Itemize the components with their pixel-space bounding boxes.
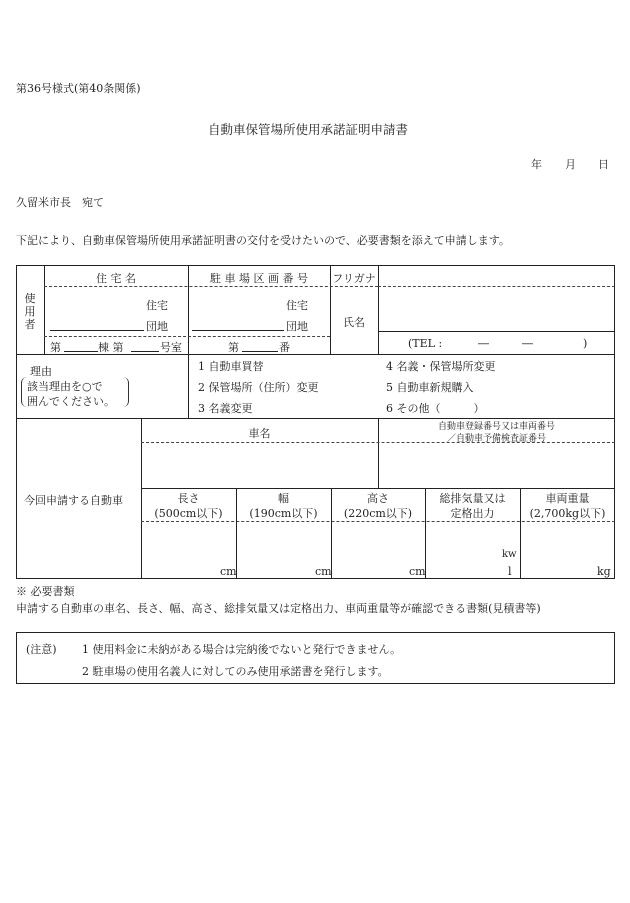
displacement-sub: 定格出力 <box>450 507 495 520</box>
furigana-label: フリガナ <box>332 272 376 285</box>
weight-unit: kg <box>597 565 611 578</box>
jutaku-name-header: 住 宅 名 <box>96 272 136 285</box>
reason-option-2[interactable]: 2 保管場所（住所）変更 <box>198 381 319 394</box>
width-input[interactable] <box>238 523 330 563</box>
intro-text: 下記により、自動車保管場所使用承諾証明書の交付を受けたいので、必要書類を添えて申請します。 <box>16 234 510 247</box>
tel-label: (TEL : <box>408 337 443 350</box>
car-name-label: 車名 <box>248 427 271 440</box>
vehicle-section-label: 今回申請する自動車 <box>24 494 123 507</box>
reason-option-5[interactable]: 5 自動車新規購入 <box>386 381 474 394</box>
parking-jutaku-suffix: 住宅 <box>286 299 308 312</box>
required-docs-heading: ※ 必要書類 <box>16 585 75 598</box>
weight-input[interactable] <box>522 523 614 563</box>
height-unit: cm <box>409 565 426 578</box>
length-limit: (500cm以下) <box>154 507 223 520</box>
width-unit: cm <box>315 565 332 578</box>
weight-header: 車両重量 <box>545 492 590 505</box>
note-item-1: 1 使用料金に未納がある場合は完納後でないと発行できません。 <box>82 643 402 656</box>
danchi-suffix: 団地 <box>146 320 168 333</box>
parking-number-header: 駐 車 場 区 画 番 号 <box>210 272 308 285</box>
parking-number-blank[interactable] <box>242 351 278 352</box>
displacement-unit-l: l <box>508 565 512 578</box>
displacement-input[interactable] <box>427 523 519 547</box>
height-input[interactable] <box>333 523 424 563</box>
reason-option-3[interactable]: 3 名義変更 <box>198 402 253 415</box>
form-number: 第36号様式(第40条関係) <box>16 82 141 95</box>
parking-dai-label: 第 <box>228 341 239 354</box>
tel-close: ) <box>583 337 588 350</box>
note-item-2: 2 駐車場の使用名義人に対してのみ使用承諾書を発行します。 <box>82 665 389 678</box>
displacement-unit-kw: kw <box>502 549 517 560</box>
reason-label: 理由 <box>30 365 52 378</box>
goushitsu-label: 号室 <box>160 341 182 354</box>
car-name-field[interactable] <box>143 444 377 487</box>
date-month-label: 月 <box>565 158 576 171</box>
page-title: 自動車保管場所使用承諾証明申請書 <box>208 122 409 137</box>
notes-label: (注意) <box>26 643 57 656</box>
reg-number-label-2: ／自動車予備検査証番号 <box>446 434 546 444</box>
weight-limit: (2,700kg以下) <box>529 507 606 520</box>
tel-separator-1: ― <box>478 337 489 350</box>
reg-number-field[interactable] <box>380 444 614 487</box>
name-field[interactable] <box>380 288 614 330</box>
width-header: 幅 <box>278 492 289 505</box>
date-year-label: 年 <box>531 158 542 171</box>
danchi-blank[interactable] <box>50 330 144 331</box>
width-limit: (190cm以下) <box>249 507 318 520</box>
user-section-label: 使 用 者 <box>24 292 36 331</box>
length-header: 長さ <box>177 492 200 505</box>
height-limit: (220cm以下) <box>343 507 413 520</box>
reason-instruction-2: 囲んでください。 <box>27 395 115 408</box>
required-docs-text: 申請する自動車の車名、長さ、幅、高さ、総排気量又は定格出力、車両重量等が確認できる書類(見積書等) <box>16 602 541 615</box>
reason-option-4[interactable]: 4 名義・保管場所変更 <box>386 360 496 373</box>
reason-instruction-1: 該当理由を○で <box>27 380 103 393</box>
reg-number-label-1: 自動車登録番号又は車両番号 <box>437 422 555 432</box>
tel-separator-2: ― <box>522 337 533 350</box>
height-header: 高さ <box>367 492 389 505</box>
length-unit: cm <box>220 565 237 578</box>
jutaku-suffix: 住宅 <box>146 299 168 312</box>
building-blank[interactable] <box>64 351 98 352</box>
parking-danchi-blank[interactable] <box>192 330 284 331</box>
dai-label: 第 <box>50 341 61 354</box>
length-input[interactable] <box>143 523 235 563</box>
reason-option-1[interactable]: 1 自動車買替 <box>198 360 264 373</box>
date-day-label: 日 <box>598 158 609 171</box>
parking-danchi-suffix: 団地 <box>286 320 308 333</box>
displacement-header: 総排気量又は <box>439 492 506 505</box>
reason-option-6[interactable]: 6 その他（ ） <box>386 402 485 415</box>
mune-label: 棟 第 <box>98 341 124 354</box>
room-blank[interactable] <box>131 351 159 352</box>
addressee: 久留米市長 宛て <box>16 196 104 209</box>
ban-label: 番 <box>279 341 290 354</box>
name-label: 氏名 <box>343 316 365 329</box>
